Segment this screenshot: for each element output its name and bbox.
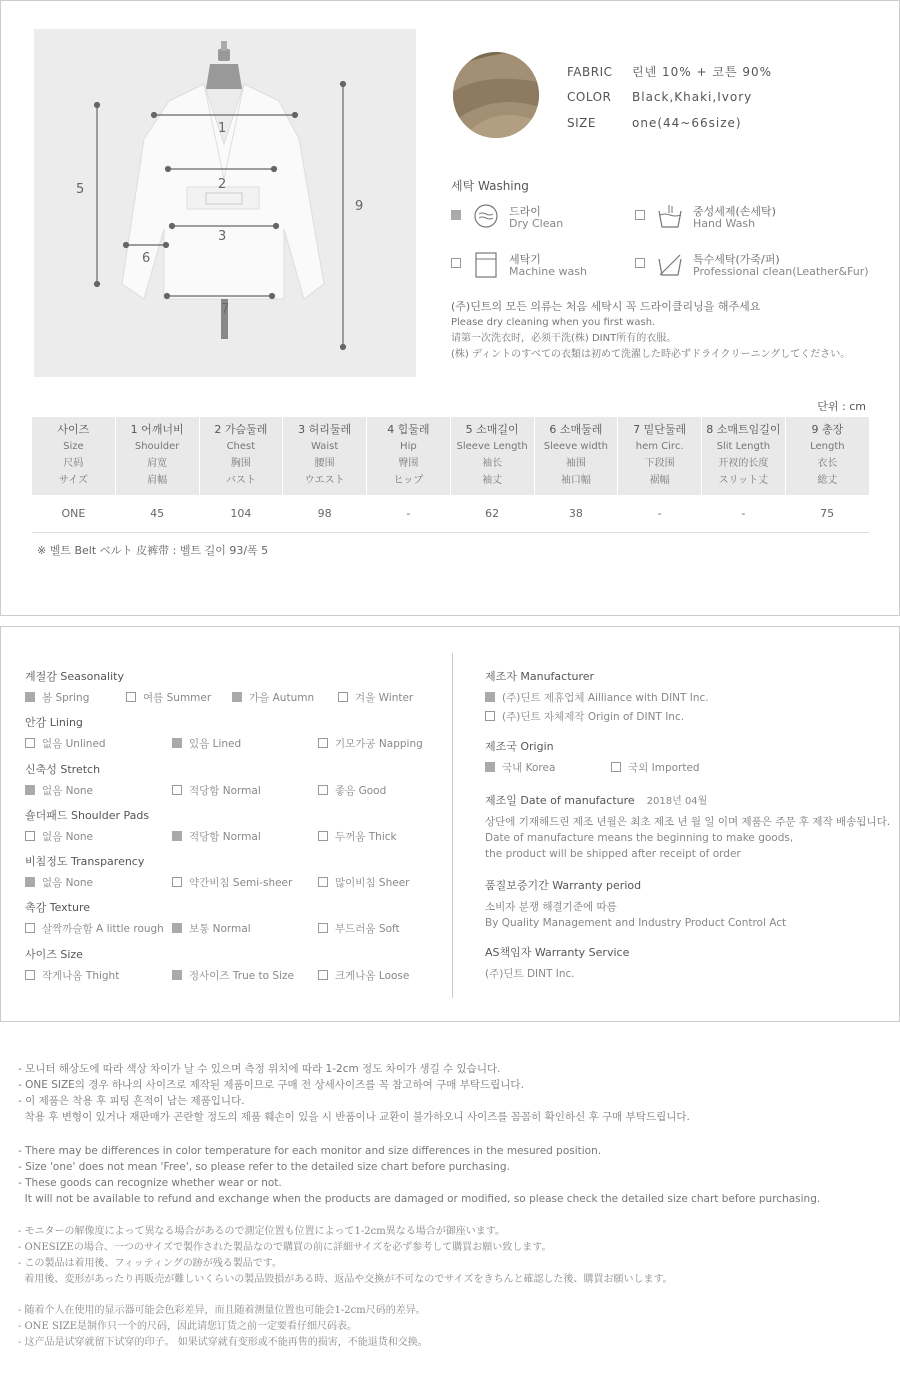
header-3-line-2: 腰围 [314,458,335,469]
machine-wash-label-ko: 세탁기 [509,253,541,266]
size-table-header-0 [32,417,116,495]
option-label: 정사이즈 True to Size [189,970,294,982]
info-group-title: 신축성 Stretch [25,763,101,776]
header-2-line-0: 2 가슴둘레 [214,423,268,436]
option-label: 크게나옴 Loose [335,970,410,982]
option-checkbox [25,970,35,980]
table-cell: 62 [450,495,534,532]
info-group-title: 사이즈 Size [25,948,83,961]
checkbox-origin-imported [611,762,621,772]
spec-size-key: SIZE [567,116,596,130]
info-group-1 [25,714,445,750]
professional-clean-icon [657,251,683,279]
manufacture-date-label: 제조일 Date of manufacture [485,794,635,807]
info-option [25,968,119,983]
option-checkbox [172,923,182,933]
option-checkbox [172,831,182,841]
header-2-line-3: バスト [225,475,256,486]
dry-clean-label-en: Dry Clean [509,217,564,230]
option-label: 없음 None [42,877,94,889]
header-1-line-2: 肩宽 [147,458,168,469]
info-option [318,968,409,983]
hand-wash-icon [657,203,683,231]
info-group-2 [25,761,445,797]
spec-color-value: Black,Khaki,Ivory [632,90,753,104]
option-label: 겨울 Winter [355,692,414,704]
size-table-header-1 [115,417,199,495]
info-option [172,875,292,890]
spec-size-value: one(44~66size) [632,116,742,130]
header-5-line-3: 袖丈 [482,475,503,486]
note-ko-1: - 모니터 해상도에 따라 색상 차이가 날 수 있으며 측정 위치에 따라 1-2cm 정도 차이가 생길 수 있습니다. [18,1063,501,1075]
manufacturer-option-1 [485,690,885,704]
header-7-line-1: hem Circ. [635,441,684,452]
manufacturer-title: 제조자 Manufacturer [485,670,595,683]
date-note-3: the product will be shipped after receipt of order [485,848,741,860]
info-option [172,921,251,936]
notes-korean [18,1061,690,1125]
info-group-6 [25,946,445,982]
option-checkbox [318,738,328,748]
header-8-line-3: スリット丈 [718,475,769,486]
manufacturer-option-1-label: (주)딘트 제휴업체 Ailliance with DINT Inc. [502,692,709,704]
header-6-line-3: 袖口幅 [560,475,591,486]
notes-chinese [18,1303,428,1351]
spec-size [567,116,742,130]
option-checkbox [172,738,182,748]
option-label: 없음 Unlined [42,738,106,750]
checkbox-hand-wash [635,210,645,220]
origin-korea-label: 국내 Korea [502,762,556,774]
option-checkbox [25,785,35,795]
option-label: 없음 None [42,785,94,797]
measure-label-7: 7 [221,302,230,317]
header-1-line-0: 1 어깨너비 [130,423,184,436]
option-checkbox [318,831,328,841]
info-option [172,736,241,751]
header-8-line-0: 8 소매트임길이 [706,423,781,436]
note-en-4: It will not be available to refund and exchange when the products are damaged or modified, so please check the detailed size chart before purchasing. [18,1193,821,1205]
header-2-line-1: Chest [226,441,256,452]
as-line-1: (주)딘트 DINT Inc. [485,968,575,980]
option-checkbox [25,692,35,702]
measure-label-6: 6 [142,251,151,266]
size-table-header-7 [618,417,702,495]
notes-japanese [18,1224,673,1288]
manufacture-date-group [485,792,890,862]
note-en-2: - Size 'one' does not mean 'Free', so please refer to the detailed size chart before purchasing. [18,1161,510,1173]
option-label: 봄 Spring [42,692,90,704]
info-group-options [25,736,445,750]
option-checkbox [172,785,182,795]
option-label: 기모가공 Napping [335,738,423,750]
note-ja-2: - ONESIZEの場合、一つのサイズで製作された製品なので購買の前に詳細サイズを必ず参考して購買お願い致します。 [18,1242,552,1253]
measure-label-2: 2 [218,177,227,192]
measure-label-9: 9 [355,199,364,214]
table-row [32,495,870,532]
info-option [318,829,397,844]
info-option [172,829,261,844]
option-checkbox [25,738,35,748]
info-group-0 [25,668,445,704]
note-zh-1: - 随着个人在使用的显示器可能会色彩差异，而且随着测量位置也可能会1-2cm尺码的差异。 [18,1305,426,1316]
option-checkbox [318,970,328,980]
option-label: 많이비침 Sheer [335,877,410,889]
info-group-title: 숄더패드 Shoulder Pads [25,809,150,822]
info-group-3 [25,807,445,843]
size-table-header-4 [367,417,451,495]
note-ko-4: 착용 후 변형이 있거나 재판매가 곤란할 정도의 제품 훼손이 있을 시 반품이나 교환이 불가하오니 사이즈를 꼼꼼히 확인하신 후 구매 부탁드립니다. [18,1111,690,1123]
size-table-header-2 [199,417,283,495]
option-label: 가을 Autumn [249,692,315,704]
measure-label-3: 3 [218,229,227,244]
header-7-line-2: 下段围 [644,458,675,469]
header-3-line-3: ウエスト [304,475,345,486]
info-group-title: 계절감 Seasonality [25,670,124,683]
option-label: 있음 Lined [189,738,242,750]
measure-label-1: 1 [218,121,227,136]
manufacturer-option-2-label: (주)딘트 자체제작 Origin of DINT Inc. [502,711,685,723]
as-group [485,944,629,982]
option-checkbox [172,970,182,980]
option-checkbox [172,877,182,887]
spec-color-key: COLOR [567,90,612,104]
header-7-line-3: 裾幅 [649,475,670,486]
table-cell: 75 [785,495,869,532]
date-note-2: Date of manufacture means the beginning to make goods, [485,832,794,844]
option-label: 적당함 Normal [189,831,261,843]
machine-wash-icon [473,251,499,279]
info-option [318,921,400,936]
manufacture-date-title [485,792,890,808]
measure-label-5: 5 [76,182,85,197]
header-6-line-2: 袖围 [565,458,586,469]
dry-clean-notes [451,299,850,363]
dry-note-ja: (株) ディントのすべての衣類は初めて洗濯した時必ずドライクリーニングしてください。 [451,349,851,360]
info-option [232,690,314,705]
note-ja-3: - この製品は着用後、フィッティングの跡が残る製品です。 [18,1258,282,1269]
jacket-size-illustration [34,29,416,377]
header-8-line-1: Slit Length [716,441,771,452]
manufacturer-group [485,668,885,723]
info-option [25,690,89,705]
wash-option-hand-wash [635,203,855,243]
header-3-line-1: Waist [310,441,339,452]
header-4-line-1: Hip [400,441,417,452]
header-5-line-0: 5 소매길이 [465,423,519,436]
info-group-options [25,829,445,843]
header-0-line-0: 사이즈 [57,423,90,436]
spec-color [567,90,752,104]
info-group-5 [25,899,445,935]
option-label: 약간비침 Semi-sheer [189,877,293,889]
table-cell: - [367,495,451,532]
wash-option-dry-clean [451,203,621,243]
header-4-line-0: 4 힙둘레 [387,423,430,436]
checkbox-dry-clean [451,210,461,220]
header-1-line-1: Shoulder [134,441,180,452]
professional-clean-label-ko: 특수세탁(가죽/퍼) [693,253,780,266]
belt-note: ※ 벨트 Belt ベルト 皮裤带 : 벨트 길이 93/폭 5 [37,544,269,557]
info-option [172,968,294,983]
table-cell: ONE [32,495,116,532]
table-cell: 45 [115,495,199,532]
table-cell: 98 [283,495,367,532]
note-ko-2: - ONE SIZE의 경우 하나의 사이즈로 제작된 제품이므로 구매 전 상세사이즈를 꼭 참고하여 구매 부탁드립니다. [18,1079,524,1091]
spec-fabric [567,63,772,80]
header-0-line-1: Size [63,441,84,452]
info-option [318,736,423,751]
header-0-line-2: 尺码 [63,458,84,469]
header-9-line-3: 総丈 [817,475,838,486]
info-group-4 [25,853,445,889]
header-4-line-3: ヒップ [393,475,424,486]
fabric-swatch-image [453,52,539,138]
origin-group [485,738,885,774]
option-label: 부드러움 Soft [335,923,400,935]
wash-option-machine-wash [451,251,621,291]
info-option [25,783,93,798]
header-6-line-1: Sleeve width [543,441,608,452]
header-4-line-2: 臀围 [398,458,419,469]
info-option [25,875,93,890]
option-label: 작게나옴 Thight [42,970,120,982]
size-table-header-6 [534,417,618,495]
professional-clean-label-en: Professional clean(Leather&Fur) [693,265,869,278]
dry-note-ko: (주)딘트의 모든 의류는 처음 세탁시 꼭 드라이클리닝을 해주세요 [451,300,761,313]
info-option [318,875,409,890]
note-en-1: - There may be differences in color temperature for each monitor and size differences in the mesured position. [18,1145,602,1157]
option-label: 살짝까슬함 A little rough [42,923,164,935]
table-cell: 38 [534,495,618,532]
size-table-header-9 [785,417,869,495]
header-0-line-3: サイズ [58,475,88,486]
spec-fabric-key: FABRIC [567,65,613,79]
info-group-title: 안감 Lining [25,716,83,729]
manufacturer-option-2 [485,709,885,723]
origin-title: 제조국 Origin [485,740,554,753]
info-group-options [25,690,445,704]
table-cell: - [702,495,786,532]
note-en-3: - These goods can recognize whether wear or not. [18,1177,282,1189]
info-option [25,829,93,844]
washing-title: 세탁 Washing [451,179,529,193]
option-label: 보통 Normal [189,923,251,935]
info-option [172,783,261,798]
note-zh-3: - 这产品是试穿就留下试穿的印子。 如果试穿就有变形或不能再售的损害，不能退货和交换。 [18,1337,428,1348]
unit-label: 단위 : cm [817,400,866,413]
info-group-title: 촉감 Texture [25,901,91,914]
note-zh-2: - ONE SIZE是制作只一个的尺码，因此请您订货之前一定要看仔细尺码表。 [18,1321,358,1332]
option-checkbox [25,923,35,933]
info-divider [452,653,453,998]
size-table-header-8 [702,417,786,495]
info-option [25,921,164,936]
dry-note-zh: 请第一次洗衣时，必须干洗(株) DINT所有的衣服。 [451,333,677,344]
checkbox-origin-korea [485,762,495,772]
header-5-line-2: 袖长 [482,458,503,469]
option-checkbox [126,692,136,702]
header-2-line-2: 胸围 [230,458,251,469]
size-table-header-3 [283,417,367,495]
note-ja-1: - モニターの解像度によって異なる場合があるので測定位置も位置によって1-2cm異なる場合が御座います。 [18,1226,505,1237]
notes-english [18,1143,820,1207]
info-option [126,690,211,705]
table-cell: 104 [199,495,283,532]
header-9-line-0: 9 총장 [811,423,844,436]
checkbox-machine-wash [451,258,461,268]
table-cell: - [618,495,702,532]
machine-wash-label-en: Machine wash [509,265,587,278]
checkbox-manufacturer-origin [485,711,495,721]
option-checkbox [338,692,348,702]
header-7-line-0: 7 밑단둘레 [633,423,687,436]
header-6-line-0: 6 소매둘레 [549,423,603,436]
size-table-header-5 [450,417,534,495]
checkbox-manufacturer-alliance [485,692,495,702]
info-group-options [25,968,445,982]
warranty-group [485,877,786,931]
option-label: 두꺼움 Thick [335,831,397,843]
origin-options [485,760,885,774]
header-3-line-0: 3 허리둘레 [298,423,352,436]
product-info-panel [0,626,900,1022]
option-checkbox [318,923,328,933]
dry-clean-icon [473,203,499,231]
option-label: 여름 Summer [143,692,212,704]
date-note-1: 상단에 기재해드린 제조 년월은 최초 제조 년 월 일 이며 제품은 주문 후 제작 배송됩니다. [485,816,891,828]
warranty-title: 품질보증기간 Warranty period [485,879,642,892]
note-ko-3: - 이 제품은 착용 후 피팅 흔적이 남는 제품입니다. [18,1095,245,1107]
info-group-options [25,875,445,889]
info-group-options [25,783,445,797]
warranty-line-2: By Quality Management and Industry Product Control Act [485,917,787,929]
info-group-title: 비침정도 Transparency [25,855,145,868]
header-1-line-3: 肩幅 [147,475,168,486]
info-option [318,783,386,798]
dry-clean-label-ko: 드라이 [509,205,541,218]
option-checkbox [25,877,35,887]
wash-option-professional-clean [635,251,869,291]
info-option [25,736,106,751]
option-label: 적당함 Normal [189,785,261,797]
size-table [31,417,869,533]
header-9-line-1: Length [810,441,845,452]
header-5-line-1: Sleeve Length [456,441,528,452]
header-9-line-2: 衣长 [817,458,838,469]
info-option [338,690,413,705]
option-checkbox [25,831,35,841]
as-title: AS책임자 Warranty Service [485,946,630,959]
option-checkbox [318,877,328,887]
option-label: 없음 None [42,831,94,843]
option-checkbox [232,692,242,702]
warranty-line-1: 소비자 분쟁 해결기준에 따름 [485,901,617,913]
origin-imported-label: 국외 Imported [628,762,700,774]
option-label: 좋음 Good [335,785,387,797]
size-panel [0,0,900,616]
hand-wash-label-ko: 중성세제(손세탁) [693,205,776,218]
option-checkbox [318,785,328,795]
size-table-header-row [32,417,870,495]
checkbox-professional-clean [635,258,645,268]
dry-note-en: Please dry cleaning when you first wash. [451,317,656,328]
hand-wash-label-en: Hand Wash [693,217,756,230]
note-ja-4: 着用後、変形があったり再販売が難しいくらいの製品毀損がある時、返品や交換が不可なのでサイズをきちんと確認した後、購買お願いします。 [18,1274,673,1285]
manufacture-date-value: 2018년 04월 [646,796,708,807]
spec-fabric-value: 린넨 10% + 코튼 90% [632,65,773,79]
info-group-options [25,921,445,935]
header-8-line-2: 开衩的长度 [718,458,769,469]
